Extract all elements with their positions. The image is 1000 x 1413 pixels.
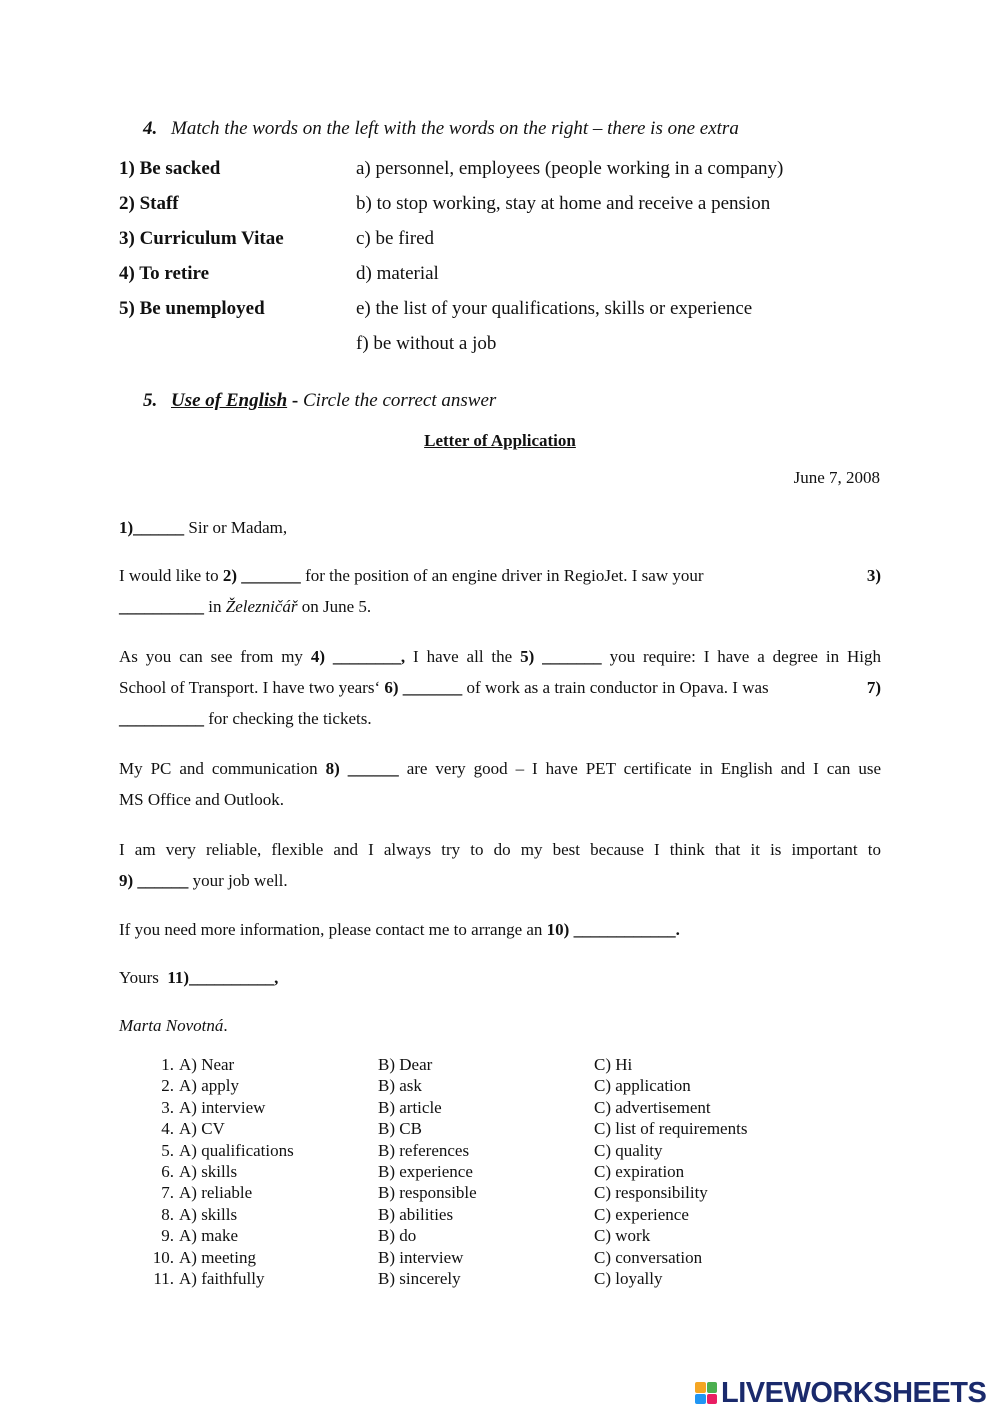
magazine-name: Železničář (225, 597, 298, 616)
match-left-5: 5) Be unemployed (119, 298, 265, 319)
letter-signature (119, 1010, 881, 1041)
choice-option-c[interactable]: C) expiration (594, 1161, 685, 1181)
choice-number: 1. (161, 1055, 174, 1074)
blank-8[interactable]: 8) ______ (325, 759, 399, 778)
match-left-1: 1) Be sacked (119, 158, 221, 179)
exercise-5-title: Use of English (171, 390, 288, 411)
p2-text-d: you require: I have a degree in High (601, 647, 881, 666)
choice-option-b[interactable]: B) article (378, 1097, 442, 1117)
blank-4[interactable]: 4) ________, (310, 647, 406, 666)
match-left-2: 2) Staff (119, 193, 179, 214)
choice-option-b[interactable]: B) references (378, 1140, 470, 1160)
choice-number: 9. (161, 1226, 174, 1246)
liveworksheets-logo (695, 1378, 986, 1408)
exercise-5-heading (143, 390, 496, 412)
choice-option-c[interactable]: C) advertisement (594, 1097, 711, 1117)
blank-3-number: 3) (866, 566, 881, 585)
choice-option-c[interactable]: C) quality (594, 1140, 663, 1160)
choice-number: 5. (161, 1140, 174, 1160)
logo-square (707, 1394, 718, 1405)
choice-number: 2. (161, 1076, 174, 1096)
match-left-4: 4) To retire (119, 263, 210, 284)
choice-number: 6. (161, 1161, 174, 1181)
p2-text-g: for checking the tickets. (204, 709, 372, 728)
choice-option-a[interactable]: A) reliable (179, 1183, 253, 1203)
p3-text-a: My PC and communication (119, 759, 326, 778)
choices-list (148, 1054, 848, 1289)
choice-number: 7. (161, 1183, 174, 1203)
letter-date: June 7, 2008 (793, 468, 880, 487)
blank-10[interactable]: 10) ____________. (546, 920, 680, 939)
logo-square (695, 1394, 706, 1405)
blank-2[interactable]: 2) _______ (222, 566, 301, 585)
choice-option-b[interactable]: B) sincerely (378, 1268, 461, 1288)
p1-text-e: on June 5. (297, 597, 372, 616)
blank-1[interactable]: 1)______ (119, 518, 185, 537)
exercise-4-number: 4. (143, 118, 158, 139)
choice-option-b[interactable]: B) interview (378, 1247, 464, 1267)
exercise-5-dash: - (287, 390, 303, 411)
match-right-e: e) the list of your qualifications, skills or experience (356, 298, 753, 319)
p4-text-a: I am very reliable, flexible and I always try to do my best because I think that it is important to (119, 840, 881, 859)
match-right-d: d) material (356, 263, 439, 284)
match-right-f: f) be without a job (356, 333, 497, 354)
p3-text-d: MS Office and Outlook. (119, 790, 284, 809)
choice-option-b[interactable]: B) Dear (378, 1055, 433, 1074)
p5-text-a: If you need more information, please contact me to arrange an (119, 920, 547, 939)
choice-row (148, 1140, 848, 1161)
choice-option-a[interactable]: A) apply (179, 1076, 239, 1096)
choice-option-b[interactable]: B) experience (378, 1161, 473, 1181)
letter-paragraph-4 (119, 834, 881, 896)
choice-row (148, 1161, 848, 1182)
choice-row (148, 1097, 848, 1118)
blank-6[interactable]: 6) _______ (384, 678, 463, 697)
letter-paragraph-3 (119, 753, 881, 815)
p2-text-c: I have all the (405, 647, 521, 666)
blank-3[interactable]: __________ (119, 597, 204, 616)
choice-option-a[interactable]: A) CV (179, 1119, 225, 1139)
choice-option-c[interactable]: C) experience (594, 1204, 689, 1224)
choice-number: 4. (161, 1119, 174, 1139)
choice-number: 10. (152, 1247, 174, 1267)
choice-number: 8. (161, 1204, 174, 1224)
match-right-a: a) personnel, employees (people working in a company) (356, 158, 784, 179)
choice-option-a[interactable]: A) faithfully (179, 1268, 265, 1288)
blank-7-number: 7) (866, 678, 881, 697)
letter-title: Letter of Application (424, 431, 576, 450)
exercise-4-heading (143, 118, 739, 140)
signature-dot: . (223, 1016, 228, 1035)
choice-row (148, 1225, 848, 1246)
blank-5[interactable]: 5) _______ (520, 647, 602, 666)
p4-text-c: your job well. (188, 871, 288, 890)
p1-text-c: for the position of an engine driver in RegioJet. I saw your (300, 566, 704, 585)
blank-11[interactable]: 11)__________, (167, 968, 279, 987)
choice-option-c[interactable]: C) loyally (594, 1268, 663, 1288)
choice-option-b[interactable]: B) abilities (378, 1204, 454, 1224)
choice-option-c[interactable]: C) work (594, 1226, 651, 1246)
choice-row (148, 1118, 848, 1139)
exercise-5-instruction: Circle the correct answer (302, 390, 497, 411)
match-right-c: c) be fired (356, 228, 435, 249)
p1-text-a: I would like to (119, 566, 223, 585)
p2-text-a: As you can see from my (119, 647, 311, 666)
p2-text-f: of work as a train conductor in Opava. I was (462, 678, 769, 697)
choice-option-b[interactable]: B) do (378, 1226, 417, 1246)
choice-option-b[interactable]: B) CB (378, 1119, 422, 1139)
blank-9[interactable]: 9) ______ (119, 871, 189, 890)
letter-paragraph-1 (119, 560, 881, 622)
letter-paragraph-2 (119, 641, 881, 734)
choice-option-a[interactable]: A) qualifications (179, 1140, 294, 1160)
choice-number: 3. (161, 1097, 174, 1117)
choice-option-a[interactable]: A) Near (179, 1055, 235, 1074)
choice-option-a[interactable]: A) make (179, 1226, 239, 1246)
choice-row (148, 1247, 848, 1268)
choice-option-a[interactable]: A) skills (179, 1161, 238, 1181)
p3-text-c: are very good – I have PET certificate in English and I can use (398, 759, 881, 778)
signature-name: Marta Novotná (119, 1016, 224, 1035)
closing-text: Yours (119, 968, 168, 987)
choice-row (148, 1182, 848, 1203)
choice-option-a[interactable]: A) skills (179, 1204, 238, 1224)
choice-option-c[interactable]: C) list of requirements (594, 1119, 748, 1139)
choice-number: 11. (153, 1268, 174, 1288)
liveworksheets-logo-icon (695, 1382, 717, 1404)
choice-option-c[interactable]: C) application (594, 1076, 691, 1096)
choice-option-b[interactable]: B) ask (378, 1076, 422, 1096)
choice-option-c[interactable]: C) responsibility (594, 1183, 708, 1203)
choice-row (148, 1054, 848, 1075)
letter-salutation (119, 512, 881, 543)
exercise-5-number: 5. (143, 390, 158, 411)
logo-square (695, 1382, 706, 1393)
logo-square (707, 1382, 718, 1393)
liveworksheets-logo-text: LIVEWORKSHEETS (721, 1376, 987, 1409)
blank-7[interactable]: __________ (119, 709, 204, 728)
letter-closing (119, 962, 881, 993)
p2-text-e: School of Transport. I have two years‘ (119, 678, 385, 697)
choice-option-b[interactable]: B) responsible (378, 1183, 477, 1203)
p1-text-d: in (204, 597, 226, 616)
exercise-4-instruction: Match the words on the left with the words on the right – there is one extra (171, 118, 739, 139)
choice-row (148, 1075, 848, 1096)
match-right-b: b) to stop working, stay at home and receive a pension (356, 193, 771, 214)
match-left-3: 3) Curriculum Vitae (119, 228, 284, 249)
choice-option-c[interactable]: C) conversation (594, 1247, 703, 1267)
choice-row (148, 1268, 848, 1289)
salutation-text: Sir or Madam, (184, 518, 288, 537)
choice-row (148, 1204, 848, 1225)
choice-option-a[interactable]: A) meeting (179, 1247, 256, 1267)
choice-option-c[interactable]: C) Hi (594, 1055, 633, 1074)
letter-paragraph-5 (119, 914, 881, 945)
choice-option-a[interactable]: A) interview (179, 1097, 266, 1117)
